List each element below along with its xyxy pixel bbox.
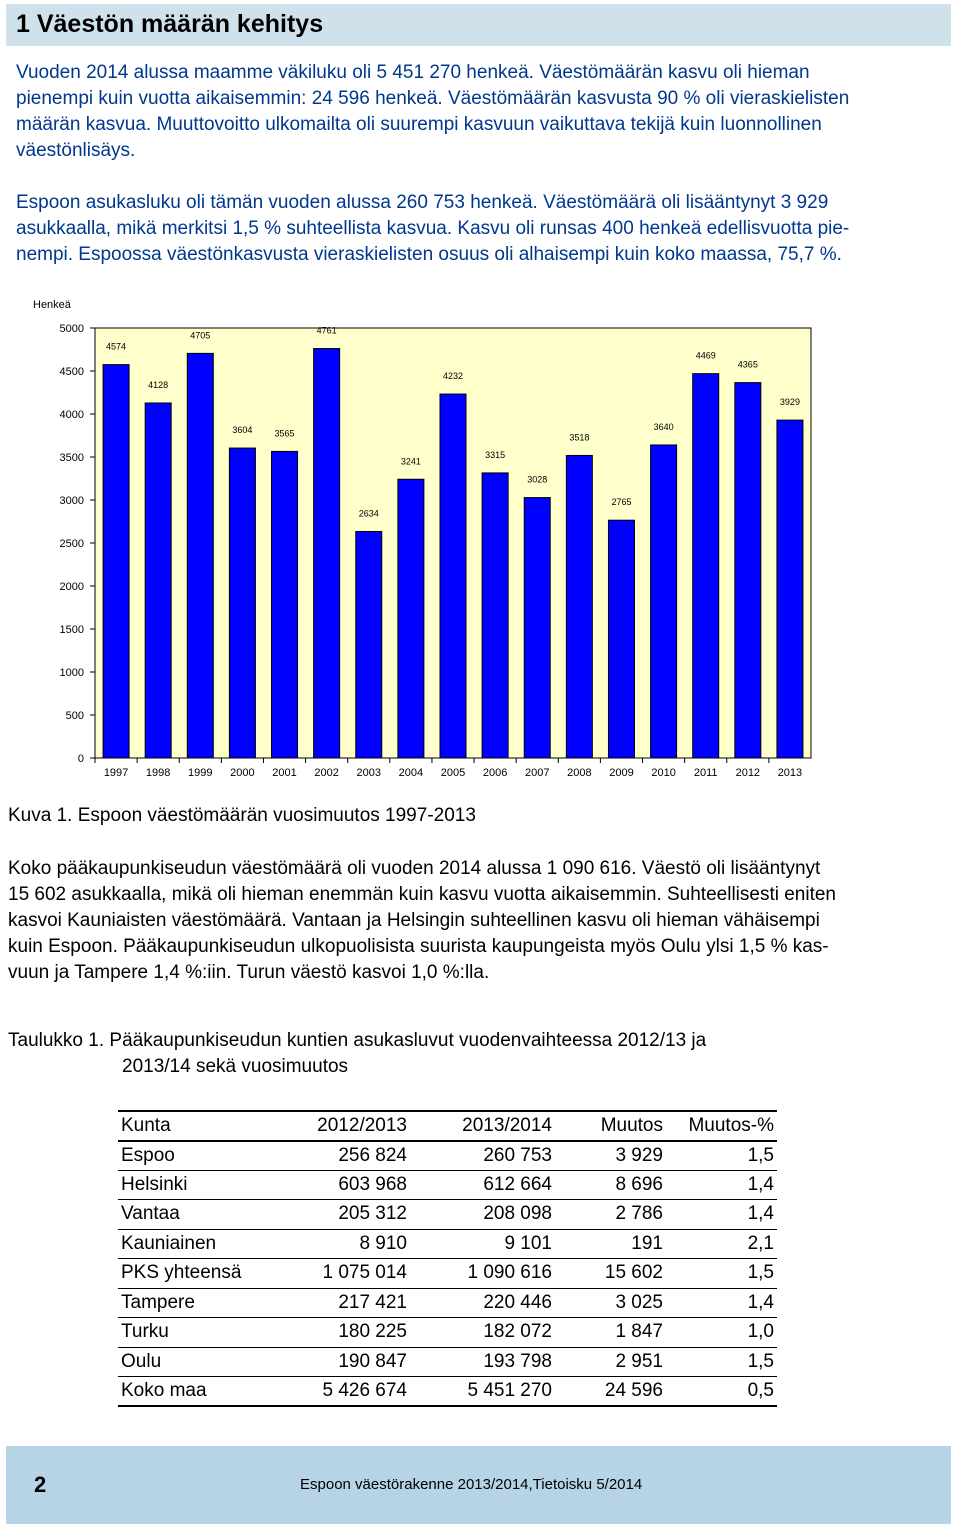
- cell-value: 24 596: [604, 1380, 663, 1401]
- x-tick-label: 2003: [356, 767, 382, 779]
- cell-value: 190 847: [338, 1350, 407, 1372]
- header-2013-2014: 2013/2014: [410, 1111, 555, 1141]
- cell-value: 8 910: [359, 1232, 407, 1254]
- data-label: 4705: [190, 330, 211, 341]
- y-tick-label: 4500: [59, 366, 84, 378]
- table-caption-line1: Taulukko 1. Pääkaupunkiseudun kuntien asukasluvut vuodenvaihteessa 2012/13 ja: [8, 1030, 707, 1051]
- bar: [566, 455, 592, 758]
- cell-kunta: Kauniainen: [121, 1232, 217, 1254]
- y-tick-label: 3000: [59, 495, 84, 507]
- bar: [103, 365, 129, 758]
- intro-paragraph-2: [16, 190, 849, 268]
- data-label: 3604: [232, 425, 253, 436]
- x-tick-label: 2009: [609, 767, 634, 779]
- y-tick-label: 0: [77, 753, 84, 765]
- intro-p1-line: väestönlisäys.: [16, 140, 136, 161]
- intro-paragraph-1: [16, 60, 849, 164]
- cell-value: 260 753: [483, 1144, 552, 1166]
- x-tick-label: 2013: [777, 767, 803, 779]
- data-label: 2634: [358, 508, 379, 519]
- x-tick-label: 1998: [145, 767, 171, 779]
- cell-value: 1,4: [747, 1291, 774, 1313]
- cell-value: 191: [631, 1232, 663, 1254]
- cell-value: 3 025: [615, 1291, 663, 1313]
- header-muutos-pct: Muutos-%: [666, 1111, 777, 1141]
- table-row: [118, 1229, 777, 1259]
- table-caption: [8, 1028, 706, 1080]
- pks-line: 15 602 asukkaalla, mikä oli hieman enemmän kuin kasvu vuotta aikaisemmin. Suhteellisesti eniten: [8, 884, 836, 905]
- cell-value: 182 072: [483, 1321, 552, 1343]
- table-row: [118, 1377, 777, 1407]
- table-row: [118, 1200, 777, 1230]
- cell-value: 2 951: [615, 1350, 663, 1372]
- bar: [356, 531, 382, 758]
- page-footer: [6, 1446, 951, 1524]
- x-tick-label: 1999: [188, 767, 213, 779]
- bar: [229, 448, 255, 758]
- header-2012-2013: 2012/2013: [288, 1111, 410, 1141]
- x-tick-label: 2000: [230, 767, 255, 779]
- intro-p2-line: Espoon asukasluku oli tämän vuoden alussa 260 753 henkeä. Väestömäärä oli lisääntynyt 3 929: [16, 192, 829, 213]
- x-tick-label: 2007: [524, 767, 550, 779]
- pks-line: vuun ja Tampere 1,4 %:iin. Turun väestö kasvoi 1,0 %:lla.: [8, 962, 490, 983]
- table-header-row: [118, 1111, 777, 1141]
- table-caption-line2: 2013/14 sekä vuosimuutos: [122, 1056, 349, 1077]
- data-label: 3565: [274, 428, 295, 439]
- cell-kunta: Vantaa: [121, 1203, 180, 1225]
- chart-svg: [0, 290, 960, 790]
- cell-value: 1 847: [615, 1321, 663, 1343]
- data-label: 3929: [779, 397, 800, 408]
- intro-p2-line: nempi. Espoossa väestönkasvusta vieraskielisten osuus oli alhaisempi kuin koko maassa, 75,7 %.: [16, 244, 842, 265]
- page-number: 2: [34, 1472, 47, 1497]
- y-tick-label: 1000: [59, 667, 84, 679]
- cell-value: 193 798: [483, 1350, 552, 1372]
- section-title: 1 Väestön määrän kehitys: [16, 10, 324, 38]
- data-label: 3028: [527, 474, 548, 485]
- cell-value: 1 075 014: [322, 1262, 407, 1284]
- data-label: 3518: [569, 432, 590, 443]
- cell-value: 205 312: [338, 1203, 407, 1225]
- cell-value: 1,5: [747, 1262, 774, 1284]
- y-tick-label: 500: [65, 710, 84, 722]
- pks-paragraph: [8, 856, 836, 986]
- footer-text: Espoon väestörakenne 2013/2014,Tietoisku 5/2014: [300, 1476, 643, 1493]
- cell-value: 208 098: [483, 1203, 552, 1225]
- y-tick-label: 1500: [59, 624, 84, 636]
- x-tick-label: 2002: [314, 767, 339, 779]
- cell-value: 1,5: [747, 1350, 774, 1372]
- cell-value: 220 446: [483, 1291, 552, 1313]
- data-label: 4232: [442, 371, 464, 382]
- cell-kunta: PKS yhteensä: [121, 1262, 242, 1284]
- population-table: [118, 1110, 777, 1407]
- cell-value: 180 225: [338, 1321, 407, 1343]
- cell-value: 1,4: [747, 1173, 774, 1195]
- cell-kunta: Oulu: [121, 1350, 162, 1372]
- data-label: 4574: [106, 341, 127, 352]
- table-row: [118, 1288, 777, 1318]
- population-change-chart: [0, 290, 960, 790]
- data-label: 2765: [611, 497, 632, 508]
- cell-value: 603 968: [338, 1173, 407, 1195]
- x-tick-label: 2004: [398, 767, 424, 779]
- data-label: 4761: [316, 325, 337, 336]
- bar: [524, 498, 550, 758]
- pks-line: Koko pääkaupunkiseudun väestömäärä oli vuoden 2014 alussa 1 090 616. Väestö oli lisääntynyt: [8, 858, 821, 879]
- cell-value: 8 696: [615, 1173, 663, 1195]
- cell-value: 0,5: [747, 1380, 774, 1401]
- bar: [693, 374, 719, 758]
- intro-p1-line: Vuoden 2014 alussa maamme väkiluku oli 5 451 270 henkeä. Väestömäärän kasvu oli hieman: [16, 62, 810, 83]
- bar: [777, 420, 803, 758]
- x-tick-label: 2006: [482, 767, 508, 779]
- cell-value: 5 451 270: [467, 1380, 552, 1401]
- x-tick-label: 2001: [272, 767, 297, 779]
- cell-kunta: Koko maa: [121, 1380, 207, 1401]
- bar: [398, 479, 424, 758]
- y-tick-label: 5000: [59, 323, 84, 335]
- y-tick-label: 2000: [59, 581, 84, 593]
- cell-value: 1,0: [747, 1321, 774, 1343]
- data-label: 3640: [653, 421, 674, 432]
- bar: [145, 403, 171, 758]
- cell-value: 2 786: [615, 1203, 663, 1225]
- data-label: 4128: [148, 379, 169, 390]
- bar: [735, 383, 761, 758]
- cell-value: 612 664: [483, 1173, 552, 1195]
- y-axis-label: Henkeä: [33, 299, 71, 311]
- y-tick-label: 4000: [59, 409, 84, 421]
- bar: [651, 445, 677, 758]
- cell-value: 3 929: [615, 1144, 663, 1166]
- cell-kunta: Espoo: [121, 1144, 175, 1166]
- x-tick-label: 2010: [651, 767, 676, 779]
- cell-value: 256 824: [338, 1144, 407, 1166]
- chart-caption: Kuva 1. Espoon väestömäärän vuosimuutos 1997-2013: [8, 805, 476, 826]
- bar: [482, 473, 508, 758]
- cell-kunta: Helsinki: [121, 1173, 188, 1195]
- x-tick-label: 2005: [440, 767, 466, 779]
- cell-value: 1 090 616: [467, 1262, 552, 1284]
- table-row: [118, 1170, 777, 1200]
- cell-value: 1,4: [747, 1203, 774, 1225]
- cell-value: 1,5: [747, 1144, 774, 1166]
- bar: [187, 353, 213, 758]
- cell-value: 217 421: [338, 1291, 407, 1313]
- section-header: [6, 4, 951, 46]
- x-tick-label: 2012: [735, 767, 761, 779]
- intro-p1-line: määrän kasvua. Muuttovoitto ulkomailta oli suurempi kasvuun vaikuttava tekijä kuin luonnollinen: [16, 114, 822, 135]
- table-row: [118, 1141, 777, 1171]
- bar: [608, 520, 634, 758]
- pks-line: kasvoi Kauniaisten väestömäärä. Vantaan ja Helsingin suhteellinen kasvu oli hieman vähäisempi: [8, 910, 820, 931]
- table-row: [118, 1259, 777, 1289]
- data-label: 4469: [695, 350, 716, 361]
- header-muutos: Muutos: [555, 1111, 666, 1141]
- table-row: [118, 1347, 777, 1377]
- x-tick-label: 1997: [103, 767, 129, 779]
- intro-p1-line: pienempi kuin vuotta aikaisemmin: 24 596 henkeä. Väestömäärän kasvusta 90 % oli vieraskielisten: [16, 88, 850, 109]
- bar: [272, 451, 298, 758]
- data-label: 3315: [485, 449, 506, 460]
- data-label: 4365: [737, 359, 758, 370]
- data-label: 3241: [400, 456, 421, 467]
- pks-line: kuin Espoon. Pääkaupunkiseudun ulkopuolisista suurista kaupungeista myös Oulu ylsi 1,5 % kas-: [8, 936, 829, 957]
- cell-kunta: Tampere: [121, 1291, 195, 1313]
- table-body: [118, 1141, 777, 1407]
- bar: [314, 349, 340, 758]
- cell-value: 15 602: [604, 1262, 663, 1284]
- cell-value: 2,1: [747, 1232, 774, 1254]
- bar: [440, 394, 466, 758]
- cell-value: 9 101: [504, 1232, 552, 1254]
- table-row: [118, 1318, 777, 1348]
- x-tick-label: 2011: [693, 767, 718, 779]
- cell-kunta: Turku: [121, 1321, 169, 1343]
- cell-value: 5 426 674: [322, 1380, 407, 1401]
- header-kunta: Kunta: [118, 1111, 288, 1141]
- y-tick-label: 2500: [59, 538, 84, 550]
- y-tick-label: 3500: [59, 452, 84, 464]
- intro-p2-line: asukkaalla, mikä merkitsi 1,5 % suhteellista kasvua. Kasvu oli runsas 400 henkeä edellisvuotta pie-: [16, 218, 850, 239]
- x-tick-label: 2008: [567, 767, 592, 779]
